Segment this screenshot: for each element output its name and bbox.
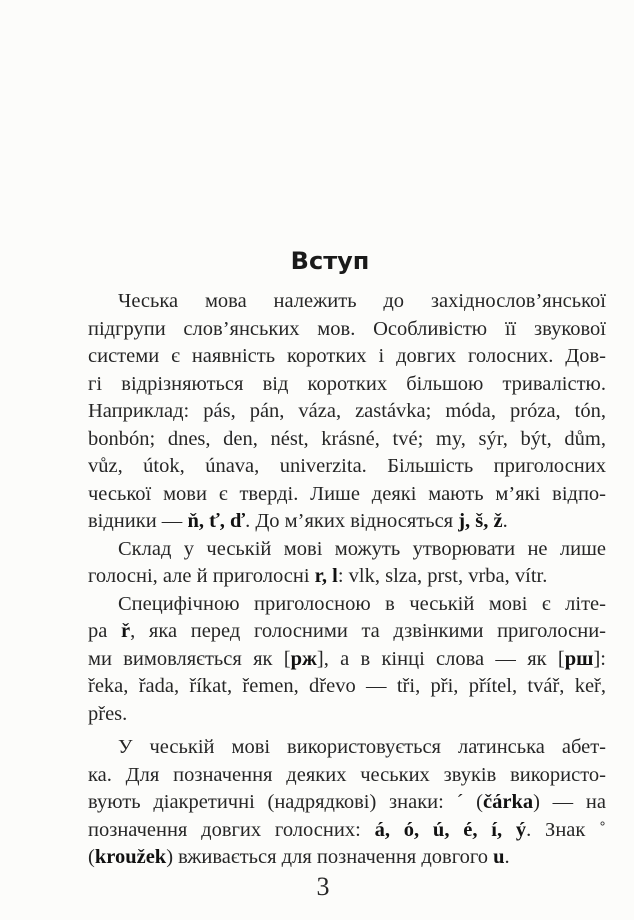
text-line <box>88 762 606 790</box>
text-line <box>88 371 606 399</box>
bold-text: рж <box>290 647 317 670</box>
text-segment: ка. Для позначення деяких чеських звуків використо- <box>88 763 606 786</box>
text-line <box>88 481 606 509</box>
text-segment: ], а в кінці слова — як [ <box>316 647 565 670</box>
text-segment: . Знак ˚ <box>526 818 606 841</box>
text-segment: Чеська мова належить до західнослов’янської <box>118 290 606 312</box>
text-segment: голосні, але й приголосні <box>88 565 315 587</box>
paragraph <box>88 591 606 729</box>
text-segment: ми вимовляється як [ <box>88 647 291 670</box>
text-line <box>88 673 606 701</box>
text-segment: . До м’яких відносяться <box>245 510 459 532</box>
bold-text: u <box>493 846 505 868</box>
text-segment: У чеській мові використовується латинська абет- <box>118 736 606 758</box>
page-number: 3 <box>316 872 330 901</box>
text-segment: . <box>504 846 510 868</box>
text-line <box>88 508 606 536</box>
text-segment: Специфічною приголосною в чеській мові є літе- <box>118 592 606 615</box>
text-line <box>88 646 606 674</box>
text-line <box>88 817 606 845</box>
bold-text: ř <box>121 620 131 642</box>
text-segment: : vlk, slza, prst, vrba, vítr. <box>337 565 548 587</box>
text-segment: ]: <box>593 647 606 670</box>
text-line <box>88 591 606 619</box>
text-line <box>88 789 606 817</box>
paragraph <box>88 536 606 591</box>
text-segment: Склад у чеській мові можуть утворювати не лише <box>118 537 606 560</box>
bold-text: čárka <box>483 791 534 813</box>
text-segment: ) вживається для позначення довгого <box>166 846 494 868</box>
text-segment: системи є наявність коротких і довгих голосних. Дов- <box>88 345 606 367</box>
text-line <box>88 563 606 591</box>
text-segment: відники — <box>88 510 188 532</box>
text-segment: ( <box>88 846 95 868</box>
bold-text: j, š, ž <box>458 510 503 532</box>
text-line <box>88 536 606 564</box>
text-segment: vůz, útok, únava, univerzita. Більшість приголосних <box>88 455 606 477</box>
text-segment: підгрупи слов’янських мов. Особливістю її звукової <box>88 317 606 340</box>
bold-text: рш <box>564 647 594 670</box>
text-line <box>88 288 606 316</box>
bold-text: r, l <box>314 565 338 587</box>
body-text <box>88 288 606 872</box>
text-line <box>88 453 606 481</box>
text-segment: Наприклад: pás, pán, váza, zastávka; móda, próza, tón, <box>88 400 606 422</box>
text-line <box>88 701 606 729</box>
text-segment: ра <box>88 620 122 642</box>
text-segment: позначення довгих голосних: <box>88 818 375 841</box>
text-line <box>88 426 606 454</box>
text-segment: bonbón; dnes, den, nést, krásné, tvé; my, sýr, být, dům, <box>88 427 606 450</box>
text-segment: řeka, řada, říkat, řemen, dřevo — tři, při, přítel, tvář, keř, <box>88 675 606 697</box>
text-segment: гі відрізняються від коротких більшою тривалістю. <box>88 372 606 395</box>
section-title: Вступ <box>290 247 370 275</box>
text-line <box>88 398 606 426</box>
text-segment: вують діакретичні (надрядкові) знаки: ´ ( <box>88 791 483 813</box>
bold-text: á, ó, ú, é, í, ý <box>374 818 527 841</box>
text-segment: чеської мови є тверді. Лише деякі мають м’які відпо- <box>88 482 606 505</box>
bold-text: kroužek <box>94 846 167 868</box>
paragraph <box>88 288 606 536</box>
text-segment: , яка перед голосними та дзвінкими приголосни- <box>130 620 607 642</box>
text-segment: . <box>502 510 508 532</box>
bold-text: ň, ť, ď <box>187 510 246 532</box>
paragraph <box>88 734 606 872</box>
text-line <box>88 734 606 762</box>
text-line <box>88 618 606 646</box>
text-line <box>88 316 606 344</box>
text-line <box>88 343 606 371</box>
text-segment: ) — на <box>533 791 606 813</box>
text-line <box>88 844 606 872</box>
text-segment: přes. <box>88 702 128 725</box>
